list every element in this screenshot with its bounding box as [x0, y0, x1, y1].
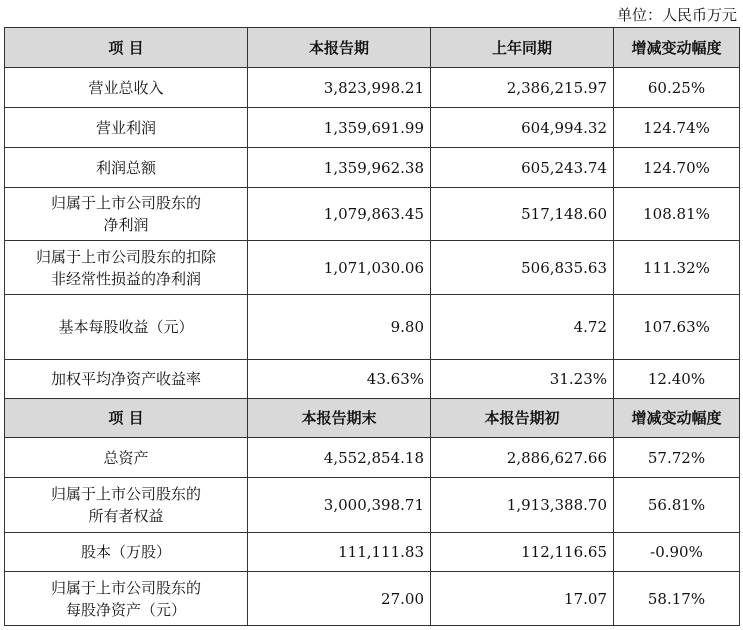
row-label: 营业利润	[5, 108, 248, 148]
current-value: 1,359,691.99	[248, 108, 431, 148]
change-value: 60.25%	[614, 68, 740, 108]
table-row	[5, 148, 740, 188]
row-label: 股本（万股）	[5, 533, 248, 572]
table-row	[5, 533, 740, 572]
row-label	[5, 241, 248, 295]
row-label-line: 归属于上市公司股东的	[50, 485, 201, 503]
row-label-line: 每股净资产（元）	[65, 600, 186, 619]
unit-label: 单位：人民币万元	[616, 6, 737, 24]
change-value: 12.40%	[614, 360, 740, 399]
table-row	[5, 478, 740, 533]
current-value: 27.00	[248, 572, 431, 626]
prior-value: 2,886,627.66	[431, 438, 614, 478]
current-value: 1,079,863.45	[248, 188, 431, 241]
row-label: 基本每股收益（元）	[5, 295, 248, 360]
table-row	[5, 108, 740, 148]
header-row	[5, 399, 740, 438]
row-label	[5, 478, 248, 533]
row-label-line: 非经常性损益的净利润	[50, 269, 201, 288]
header-row	[5, 28, 740, 68]
current-value: 1,359,962.38	[248, 148, 431, 188]
current-value: 3,823,998.21	[248, 68, 431, 108]
change-value: -0.90%	[614, 533, 740, 572]
table-row	[5, 241, 740, 295]
row-label-line: 归属于上市公司股东的	[50, 194, 201, 212]
table-row	[5, 572, 740, 626]
header-change: 增减变动幅度	[614, 399, 740, 438]
current-value: 9.80	[248, 295, 431, 360]
row-label-line: 净利润	[103, 216, 149, 234]
row-label: 利润总额	[5, 148, 248, 188]
prior-value: 604,994.32	[431, 108, 614, 148]
header-prior-period: 上年同期	[431, 28, 614, 68]
header-item: 项 目	[5, 28, 248, 68]
current-value: 43.63%	[248, 360, 431, 399]
change-value: 108.81%	[614, 188, 740, 241]
current-value: 3,000,398.71	[248, 478, 431, 533]
prior-value: 1,913,388.70	[431, 478, 614, 533]
change-value: 107.63%	[614, 295, 740, 360]
prior-value: 506,835.63	[431, 241, 614, 295]
header-period-start: 本报告期初	[431, 399, 614, 438]
prior-value: 605,243.74	[431, 148, 614, 188]
table-row	[5, 360, 740, 399]
row-label: 总资产	[5, 438, 248, 478]
change-value: 124.70%	[614, 148, 740, 188]
prior-value: 112,116.65	[431, 533, 614, 572]
row-label-line: 归属于上市公司股东的扣除	[35, 247, 216, 266]
prior-value: 517,148.60	[431, 188, 614, 241]
row-label-line: 归属于上市公司股东的	[50, 578, 201, 597]
table-row	[5, 438, 740, 478]
change-value: 111.32%	[614, 241, 740, 295]
change-value: 57.72%	[614, 438, 740, 478]
row-label	[5, 572, 248, 626]
change-value: 124.74%	[614, 108, 740, 148]
prior-value: 2,386,215.97	[431, 68, 614, 108]
row-label	[5, 188, 248, 241]
header-period-end: 本报告期末	[248, 399, 431, 438]
change-value: 56.81%	[614, 478, 740, 533]
row-label-line: 所有者权益	[88, 507, 164, 525]
table-row	[5, 188, 740, 241]
header-change: 增减变动幅度	[614, 28, 740, 68]
row-label: 营业总收入	[5, 68, 248, 108]
financial-summary-table	[4, 27, 740, 626]
current-value: 4,552,854.18	[248, 438, 431, 478]
table-row	[5, 295, 740, 360]
current-value: 1,071,030.06	[248, 241, 431, 295]
row-label: 加权平均净资产收益率	[5, 360, 248, 399]
prior-value: 17.07	[431, 572, 614, 626]
change-value: 58.17%	[614, 572, 740, 626]
table-row	[5, 68, 740, 108]
prior-value: 4.72	[431, 295, 614, 360]
current-value: 111,111.83	[248, 533, 431, 572]
header-current-period: 本报告期	[248, 28, 431, 68]
prior-value: 31.23%	[431, 360, 614, 399]
header-item: 项 目	[5, 399, 248, 438]
